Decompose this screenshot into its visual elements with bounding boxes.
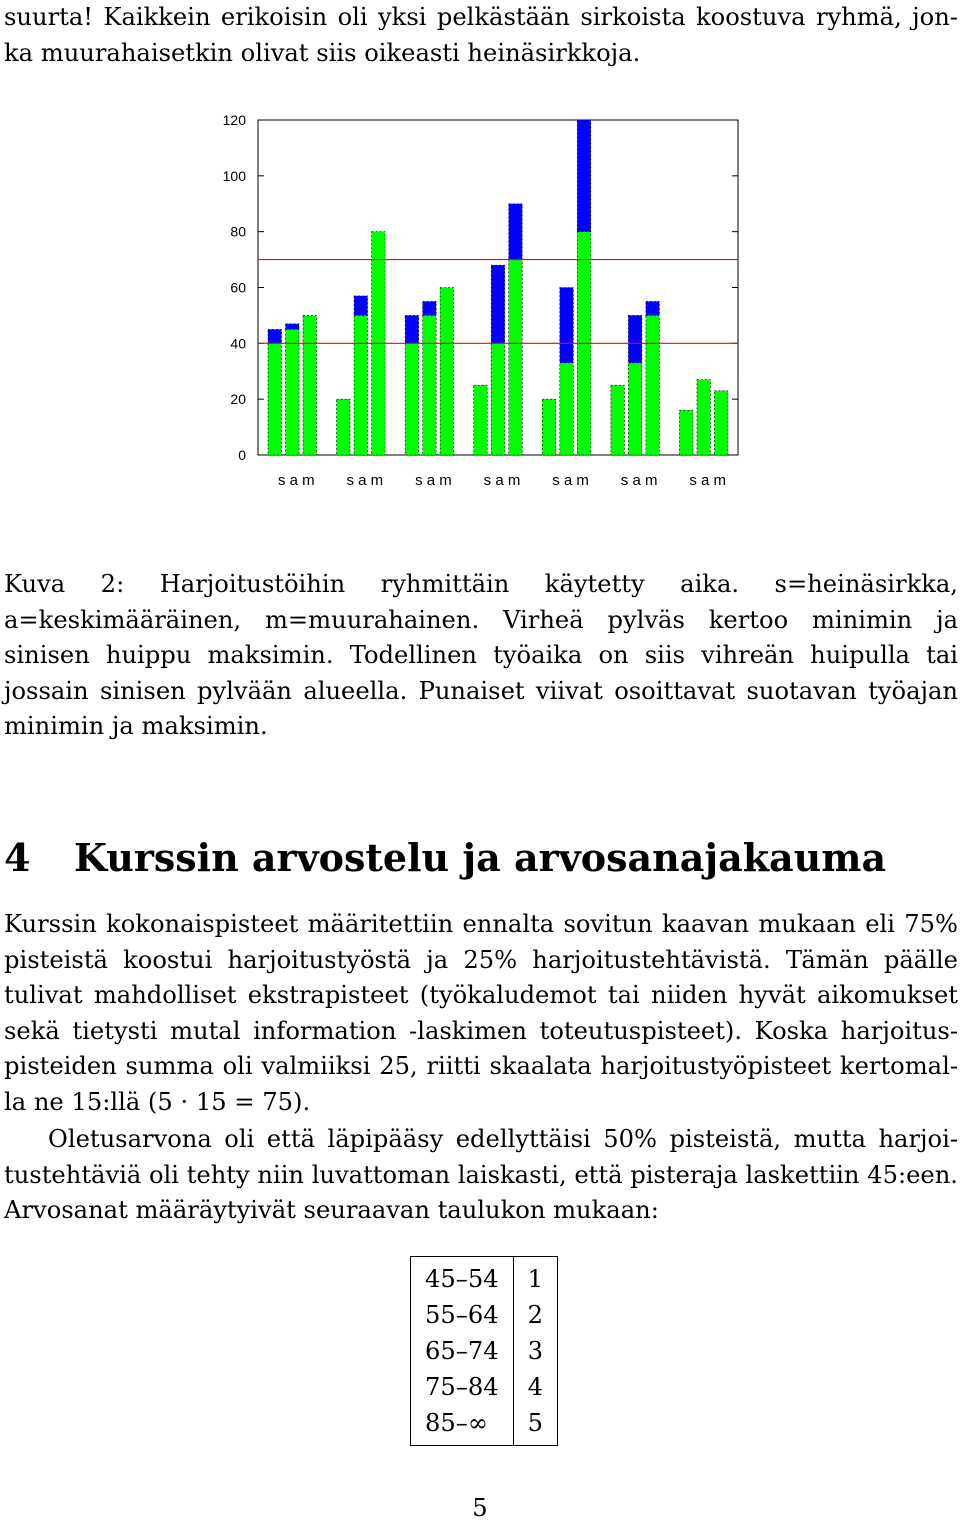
section-heading	[4, 830, 886, 886]
caption-line: a=keskimääräinen, m=muurahainen. Virheä pylväs kertoo minimin ja	[4, 605, 958, 634]
y-tick-label: 40	[230, 335, 246, 352]
table-row	[411, 1333, 558, 1369]
bar-minimum	[286, 329, 300, 455]
grade-cell: 2	[513, 1297, 557, 1333]
bar-minimum	[679, 410, 693, 455]
table-row	[411, 1297, 558, 1333]
bar-maximum	[268, 329, 282, 343]
x-group-label: s a m	[620, 472, 658, 489]
bar-minimum	[405, 343, 419, 455]
figure-caption	[4, 567, 958, 745]
grade-cell: 4	[513, 1369, 557, 1405]
body-paragraph-2	[4, 1122, 958, 1229]
grade-cell: 3	[513, 1333, 557, 1369]
y-tick-label: 60	[230, 279, 246, 296]
bar-maximum	[646, 301, 660, 315]
bar-maximum	[509, 204, 523, 260]
bar-minimum	[423, 315, 437, 455]
page-number: 5	[472, 1494, 488, 1522]
section-number: 4	[4, 835, 31, 880]
y-tick-label: 120	[222, 112, 246, 128]
bar-minimum	[646, 315, 660, 455]
x-group-label: s a m	[483, 472, 521, 489]
x-group-label: s a m	[415, 472, 452, 489]
bar-minimum	[509, 260, 523, 455]
body-line: pisteistä koostui harjoitustyöstä ja 25% harjoitustehtävistä. Tämän päälle	[4, 945, 958, 974]
grade-table	[410, 1256, 558, 1446]
caption-line: minimin ja maksimin.	[4, 712, 268, 740]
bar-minimum	[560, 363, 574, 455]
caption-line: sinisen huippu maksimin. Todellinen työaika on siis vihreän huipulla tai	[4, 641, 958, 669]
points-range-cell: 55–64	[411, 1297, 514, 1333]
table-row	[411, 1257, 558, 1298]
bar-maximum	[560, 288, 574, 363]
work-time-bar-chart	[220, 112, 760, 492]
y-tick-label: 80	[230, 223, 246, 240]
bar-minimum	[440, 288, 454, 456]
bar-minimum	[628, 363, 642, 455]
grade-cell: 1	[513, 1257, 557, 1298]
x-group-label: s a m	[346, 472, 384, 489]
bar-minimum	[542, 399, 556, 455]
bar-minimum	[491, 343, 505, 455]
bar-maximum	[423, 301, 437, 315]
body-line: Oletusarvona oli että läpipääsy edellyttäisi 50% pisteistä, mutta harjoi-	[48, 1125, 958, 1153]
points-range-cell: 85–∞	[411, 1405, 514, 1446]
y-tick-label: 100	[222, 167, 246, 184]
bar-maximum	[491, 265, 505, 343]
bar-minimum	[337, 399, 351, 455]
points-range-cell: 75–84	[411, 1369, 514, 1405]
body-line: tustehtäviä oli tehty niin luvattoman laiskasti, että pisteraja laskettiin 45:een.	[4, 1160, 959, 1189]
bar-minimum	[714, 391, 728, 455]
y-tick-label: 20	[230, 391, 246, 408]
bar-maximum	[354, 296, 368, 316]
x-group-label: s a m	[277, 472, 315, 489]
caption-line: Kuva 2: Harjoitustöihin ryhmittäin käytetty aika. s=heinäsirkka,	[4, 570, 958, 598]
x-group-label: s a m	[689, 472, 727, 489]
body-line: tulivat mahdolliset ekstrapisteet (työkaludemot tai niiden hyvät aikomukset	[4, 981, 958, 1009]
grade-cell: 5	[513, 1405, 557, 1446]
y-tick-label: 0	[238, 447, 246, 463]
bar-minimum	[268, 343, 282, 455]
bar-minimum	[611, 385, 625, 455]
intro-paragraph	[4, 0, 958, 71]
table-row	[411, 1369, 558, 1405]
bar-maximum	[405, 315, 419, 343]
body-line: la ne 15:llä (5 · 15 = 75).	[4, 1087, 311, 1116]
bar-minimum	[697, 380, 711, 455]
points-range-cell: 45–54	[411, 1257, 514, 1298]
caption-line: jossain sinisen pylvään alueella. Punaiset viivat osoittavat suotavan työajan	[4, 676, 958, 705]
table-row	[411, 1405, 558, 1446]
x-group-label: s a m	[552, 472, 589, 489]
bar-maximum	[286, 324, 300, 330]
bar-minimum	[354, 315, 368, 455]
body-paragraph-1	[4, 907, 958, 1120]
bar-minimum	[303, 315, 317, 455]
body-line: Arvosanat määräytyivät seuraavan taulukon mukaan:	[4, 1196, 659, 1224]
body-line: sekä tietysti mutal information -laskimen toteutuspisteet). Koska harjoitus-	[4, 1016, 958, 1045]
body-line: Kurssin kokonaispisteet määritettiin ennalta sovitun kaavan mukaan eli 75%	[4, 910, 958, 938]
body-line: pisteiden summa oli valmiiksi 25, riitti skaalata harjoitustyöpisteet kertomal-	[4, 1052, 958, 1080]
bar-minimum	[474, 385, 488, 455]
bar-maximum	[628, 315, 642, 362]
intro-line: suurta! Kaikkein erikoisin oli yksi pelkästään sirkoista koostuva ryhmä, jon-	[4, 3, 958, 31]
bar-maximum	[577, 120, 591, 232]
points-range-cell: 65–74	[411, 1333, 514, 1369]
intro-line: ka muurahaisetkin olivat siis oikeasti heinäsirkkoja.	[4, 38, 641, 67]
section-title: Kurssin arvostelu ja arvosanajakauma	[74, 835, 887, 880]
